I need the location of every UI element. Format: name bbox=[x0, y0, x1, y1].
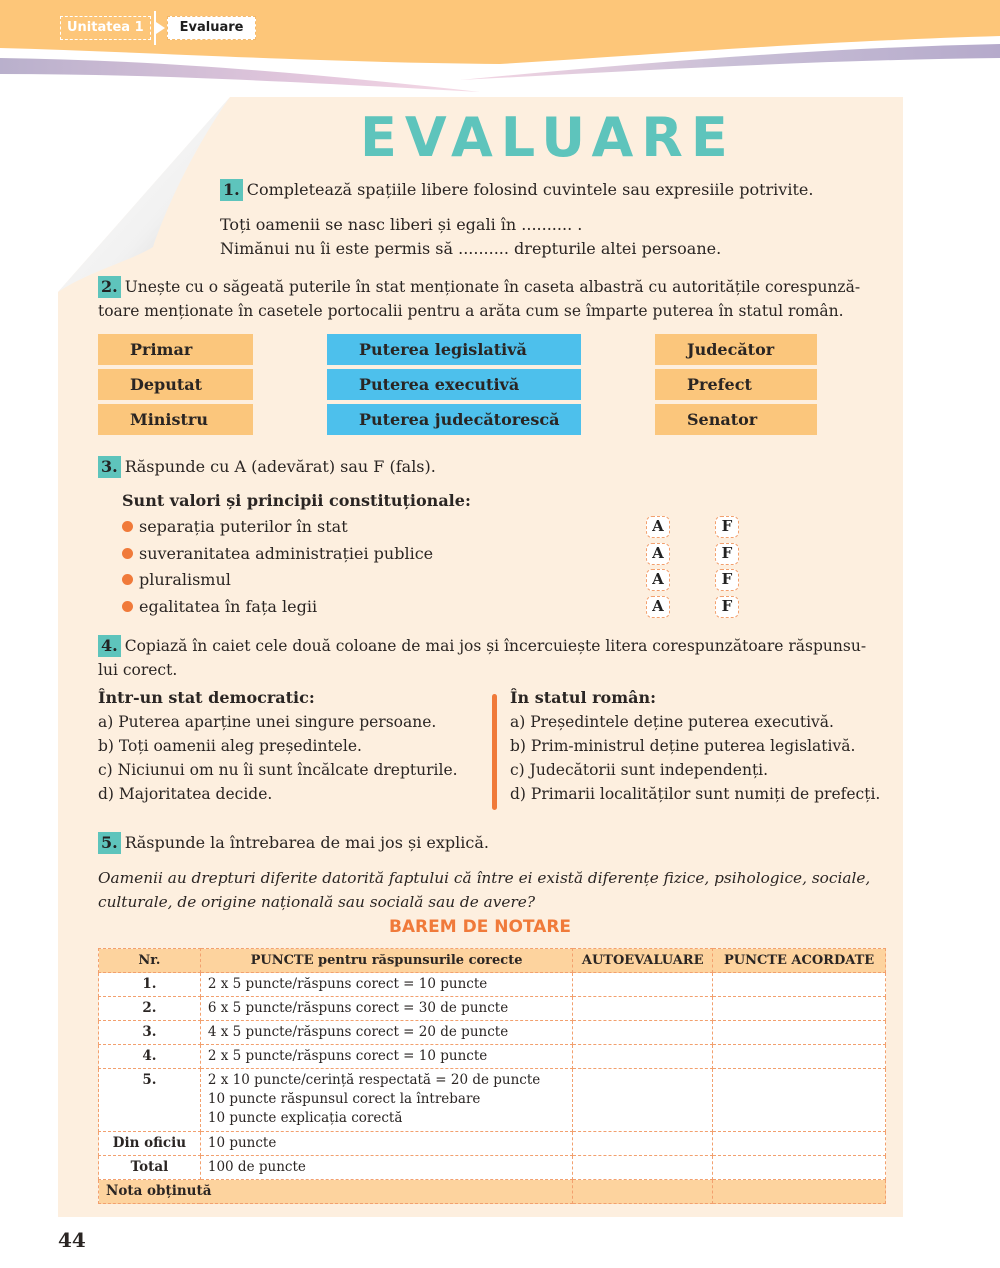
row-number: 1. bbox=[99, 973, 201, 997]
option-item[interactable]: a) Președintele deține puterea executivă. bbox=[510, 713, 834, 731]
power-box[interactable]: Puterea executivă bbox=[327, 369, 581, 400]
awarded-points-cell[interactable] bbox=[713, 1069, 886, 1132]
table-row bbox=[99, 997, 886, 1021]
question-prompt: Unește cu o săgeată puterile în stat menționate în caseta albastră cu autoritățile corespunză- bbox=[124, 278, 861, 296]
points-cell: 100 de puncte bbox=[200, 1156, 572, 1180]
option-item[interactable]: b) Prim-ministrul deține puterea legislativă. bbox=[510, 737, 856, 755]
question-prompt-continued: toare menționate în casetele portocalii pentru a arăta cum se împarte puterea în statul român. bbox=[98, 302, 844, 320]
statement-item bbox=[122, 568, 231, 592]
self-evaluation-cell[interactable] bbox=[573, 1045, 713, 1069]
question-3 bbox=[98, 455, 436, 479]
grade-row bbox=[99, 1180, 886, 1204]
barem-table bbox=[98, 948, 886, 1204]
points-cell: 10 puncte bbox=[200, 1132, 572, 1156]
table-row bbox=[99, 1021, 886, 1045]
option-item[interactable]: b) Toți oamenii aleg președintele. bbox=[98, 737, 362, 755]
option-item[interactable]: d) Majoritatea decide. bbox=[98, 785, 273, 803]
table-row bbox=[99, 1045, 886, 1069]
column-divider bbox=[492, 694, 497, 810]
barem-title: BAREM DE NOTARE bbox=[388, 917, 572, 937]
statement-item bbox=[122, 595, 317, 619]
question-text: Oamenii au drepturi diferite datorită faptului că între ei există diferențe fizice, psihologice, sociale, bbox=[98, 869, 871, 887]
authority-box[interactable]: Deputat bbox=[98, 369, 253, 400]
authority-box[interactable]: Prefect bbox=[655, 369, 817, 400]
question-5 bbox=[98, 831, 489, 855]
question-prompt: Răspunde cu A (adevărat) sau F (fals). bbox=[124, 457, 436, 476]
breadcrumb-unit[interactable]: Unitatea 1 bbox=[60, 16, 151, 40]
question-4 bbox=[98, 634, 866, 658]
option-item[interactable]: c) Judecătorii sunt independenți. bbox=[510, 761, 769, 779]
option-item[interactable]: a) Puterea aparține unei singure persoane. bbox=[98, 713, 437, 731]
right-column-title: În statul român: bbox=[510, 688, 657, 707]
question-number: 4. bbox=[98, 635, 121, 657]
statement-item bbox=[122, 515, 348, 539]
header-band bbox=[0, 0, 1000, 100]
fill-in-line: Toți oamenii se nasc liberi și egali în .......... . bbox=[220, 215, 583, 234]
bullet-icon bbox=[122, 548, 133, 559]
page-title: EVALUARE bbox=[360, 106, 736, 169]
bullet-icon bbox=[122, 521, 133, 532]
authority-box[interactable]: Senator bbox=[655, 404, 817, 435]
points-cell: 2 x 5 puncte/răspuns corect = 10 puncte bbox=[200, 973, 572, 997]
table-row bbox=[99, 973, 886, 997]
points-cell: 6 x 5 puncte/răspuns corect = 30 de puncte bbox=[200, 997, 572, 1021]
table-header-row bbox=[99, 949, 886, 973]
statement-text: suveranitatea administrației publice bbox=[139, 544, 434, 563]
awarded-points-cell[interactable] bbox=[713, 1156, 886, 1180]
bullet-icon bbox=[122, 574, 133, 585]
points-cell bbox=[200, 1069, 572, 1132]
question-1 bbox=[220, 178, 813, 202]
true-option[interactable]: A bbox=[646, 596, 670, 618]
self-evaluation-cell[interactable] bbox=[573, 1132, 713, 1156]
points-cell: 2 x 5 puncte/răspuns corect = 10 puncte bbox=[200, 1045, 572, 1069]
column-header: PUNCTE pentru răspunsurile corecte bbox=[200, 949, 572, 973]
self-evaluation-grade-cell[interactable] bbox=[573, 1180, 713, 1204]
question-prompt: Copiază în caiet cele două coloane de mai jos și încercuiește litera corespunzătoare răspunsu- bbox=[124, 637, 867, 655]
awarded-points-cell[interactable] bbox=[713, 1132, 886, 1156]
false-option[interactable]: F bbox=[715, 516, 739, 538]
awarded-grade-cell[interactable] bbox=[713, 1180, 886, 1204]
table-row bbox=[99, 1069, 886, 1132]
question-subtitle: Sunt valori și principii constituționale: bbox=[122, 491, 471, 510]
page-curl-icon bbox=[58, 97, 238, 297]
row-number: 5. bbox=[99, 1069, 201, 1132]
row-number: 2. bbox=[99, 997, 201, 1021]
row-number: 3. bbox=[99, 1021, 201, 1045]
question-2 bbox=[98, 275, 860, 299]
column-header: Nr. bbox=[99, 949, 201, 973]
table-row bbox=[99, 1132, 886, 1156]
self-evaluation-cell[interactable] bbox=[573, 1156, 713, 1180]
statement-text: pluralismul bbox=[139, 570, 231, 589]
column-header: PUNCTE ACORDATE bbox=[713, 949, 886, 973]
question-number: 5. bbox=[98, 832, 121, 854]
false-option[interactable]: F bbox=[715, 543, 739, 565]
row-number: Total bbox=[99, 1156, 201, 1180]
statement-text: separația puterilor în stat bbox=[139, 517, 348, 536]
true-option[interactable]: A bbox=[646, 543, 670, 565]
self-evaluation-cell[interactable] bbox=[573, 1069, 713, 1132]
row-number: Din oficiu bbox=[99, 1132, 201, 1156]
false-option[interactable]: F bbox=[715, 596, 739, 618]
breadcrumb-divider bbox=[154, 11, 156, 45]
authority-box[interactable]: Primar bbox=[98, 334, 253, 365]
awarded-points-cell[interactable] bbox=[713, 973, 886, 997]
question-prompt: Răspunde la întrebarea de mai jos și explică. bbox=[124, 833, 489, 852]
power-box[interactable]: Puterea judecătorescă bbox=[327, 404, 581, 435]
awarded-points-cell[interactable] bbox=[713, 1045, 886, 1069]
awarded-points-cell[interactable] bbox=[713, 997, 886, 1021]
statement-item bbox=[122, 542, 433, 566]
points-cell: 4 x 5 puncte/răspuns corect = 20 de puncte bbox=[200, 1021, 572, 1045]
points-line: 10 puncte răspunsul corect la întrebare bbox=[207, 1091, 481, 1107]
question-number: 1. bbox=[220, 179, 243, 201]
question-text: culturale, de origine națională sau socială sau de avere? bbox=[98, 893, 536, 911]
points-line: 2 x 10 puncte/cerință respectată = 20 de puncte bbox=[207, 1072, 541, 1088]
true-option[interactable]: A bbox=[646, 569, 670, 591]
row-number: 4. bbox=[99, 1045, 201, 1069]
grade-label: Nota obținută bbox=[99, 1180, 573, 1204]
authority-box[interactable]: Ministru bbox=[98, 404, 253, 435]
table-row bbox=[99, 1156, 886, 1180]
option-item[interactable]: c) Niciunui om nu îi sunt încălcate drepturile. bbox=[98, 761, 458, 779]
question-number: 2. bbox=[98, 276, 121, 298]
power-box[interactable]: Puterea legislativă bbox=[327, 334, 581, 365]
page-number: 44 bbox=[58, 1228, 86, 1252]
self-evaluation-cell[interactable] bbox=[573, 1021, 713, 1045]
breadcrumb bbox=[60, 16, 256, 40]
question-number: 3. bbox=[98, 456, 121, 478]
column-header: AUTOEVALUARE bbox=[573, 949, 713, 973]
fill-in-line: Nimănui nu îi este permis să .......... drepturile altei persoane. bbox=[220, 239, 722, 258]
question-prompt: Completează spațiile libere folosind cuvintele sau expresiile potrivite. bbox=[246, 180, 814, 199]
false-option[interactable]: F bbox=[715, 569, 739, 591]
points-line: 10 puncte explicația corectă bbox=[207, 1110, 403, 1126]
option-item[interactable]: d) Primarii localităților sunt numiți de prefecți. bbox=[510, 785, 881, 803]
authority-box[interactable]: Judecător bbox=[655, 334, 817, 365]
question-prompt-continued: lui corect. bbox=[98, 661, 178, 679]
left-column-title: Într-un stat democratic: bbox=[98, 688, 315, 707]
self-evaluation-cell[interactable] bbox=[573, 973, 713, 997]
breadcrumb-current: Evaluare bbox=[167, 16, 257, 40]
statement-text: egalitatea în fața legii bbox=[139, 597, 318, 616]
true-option[interactable]: A bbox=[646, 516, 670, 538]
self-evaluation-cell[interactable] bbox=[573, 997, 713, 1021]
breadcrumb-arrow-icon bbox=[156, 22, 165, 34]
awarded-points-cell[interactable] bbox=[713, 1021, 886, 1045]
bullet-icon bbox=[122, 601, 133, 612]
